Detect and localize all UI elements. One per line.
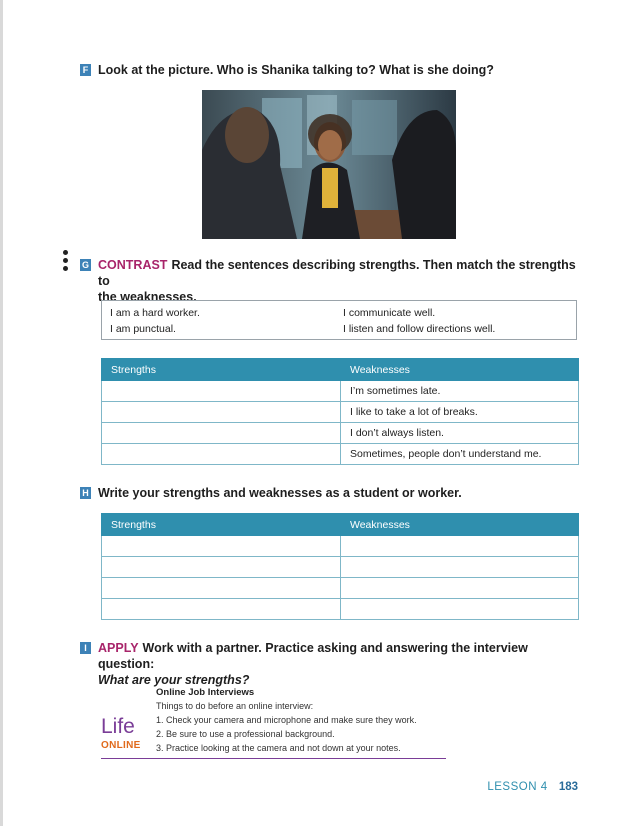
page-number: 183 [558, 781, 578, 793]
section-f-text: Look at the picture. Who is Shanika talking to? What is she doing? [98, 63, 494, 77]
sentence-right-1: I communicate well. [343, 307, 436, 319]
table-row [102, 423, 579, 444]
table-row [102, 599, 579, 620]
match-header-strengths: Strengths [102, 359, 341, 381]
interview-photo [202, 90, 456, 239]
section-f-heading [80, 62, 494, 78]
write-header-weaknesses: Weaknesses [341, 514, 579, 536]
section-i-text: Work with a partner. Practice asking and answering the interview question: [98, 641, 528, 671]
write-weakness-input[interactable] [341, 599, 579, 620]
section-g-text-line2: the weaknesses. [98, 290, 197, 304]
section-g-text-line1: Read the sentences describing strengths. Then match the strengths to [98, 258, 576, 288]
match-weakness-cell: I don’t always listen. [341, 423, 579, 444]
life-logo-text: Life [101, 715, 135, 738]
section-g-heading [80, 257, 580, 305]
section-f-letter: F [80, 64, 91, 76]
table-row [102, 557, 579, 578]
life-online-intro: Things to do before an online interview: [156, 701, 314, 711]
write-strength-input[interactable] [102, 536, 341, 557]
write-header-strengths: Strengths [102, 514, 341, 536]
table-row [102, 578, 579, 599]
lesson-label: LESSON 4 [487, 781, 548, 793]
section-h-heading [80, 485, 462, 501]
section-g-keyword: CONTRAST [98, 258, 168, 272]
write-strength-input[interactable] [102, 599, 341, 620]
section-i-letter: I [80, 642, 91, 654]
life-online-title: Online Job Interviews [156, 687, 255, 698]
section-i-question: What are your strengths? [98, 673, 250, 687]
life-online-divider [101, 758, 446, 759]
match-header-weaknesses: Weaknesses [341, 359, 579, 381]
collaboration-dots-icon [63, 250, 69, 274]
section-h-letter: H [80, 487, 91, 499]
write-strength-input[interactable] [102, 578, 341, 599]
online-logo-text: ONLINE [101, 740, 141, 751]
life-online-item-1: 1. Check your camera and microphone and make sure they work. [156, 715, 417, 725]
page-footer [487, 781, 578, 793]
sentence-left-1: I am a hard worker. [110, 307, 200, 319]
write-weakness-input[interactable] [341, 578, 579, 599]
page-edge [0, 0, 3, 826]
section-h-text: Write your strengths and weaknesses as a student or worker. [98, 486, 462, 500]
section-i-keyword: APPLY [98, 641, 139, 655]
write-weakness-input[interactable] [341, 536, 579, 557]
match-strength-input[interactable] [102, 444, 341, 465]
life-online-box [101, 688, 446, 760]
match-weakness-cell: I’m sometimes late. [341, 381, 579, 402]
write-weakness-input[interactable] [341, 557, 579, 578]
write-strength-input[interactable] [102, 557, 341, 578]
sentence-left-2: I am punctual. [110, 323, 176, 335]
match-strength-input[interactable] [102, 402, 341, 423]
section-i-heading [80, 640, 580, 688]
table-row [102, 536, 579, 557]
table-row [102, 444, 579, 465]
life-online-item-2: 2. Be sure to use a professional background. [156, 729, 335, 739]
sentence-right-2: I listen and follow directions well. [343, 323, 496, 335]
strength-sentences-box [101, 300, 577, 340]
match-table [101, 358, 579, 465]
table-row [102, 381, 579, 402]
section-g-letter: G [81, 260, 89, 270]
life-online-item-3: 3. Practice looking at the camera and not down at your notes. [156, 743, 401, 753]
table-row [102, 402, 579, 423]
match-strength-input[interactable] [102, 423, 341, 444]
match-weakness-cell: Sometimes, people don’t understand me. [341, 444, 579, 465]
write-table [101, 513, 579, 620]
match-strength-input[interactable] [102, 381, 341, 402]
match-weakness-cell: I like to take a lot of breaks. [341, 402, 579, 423]
